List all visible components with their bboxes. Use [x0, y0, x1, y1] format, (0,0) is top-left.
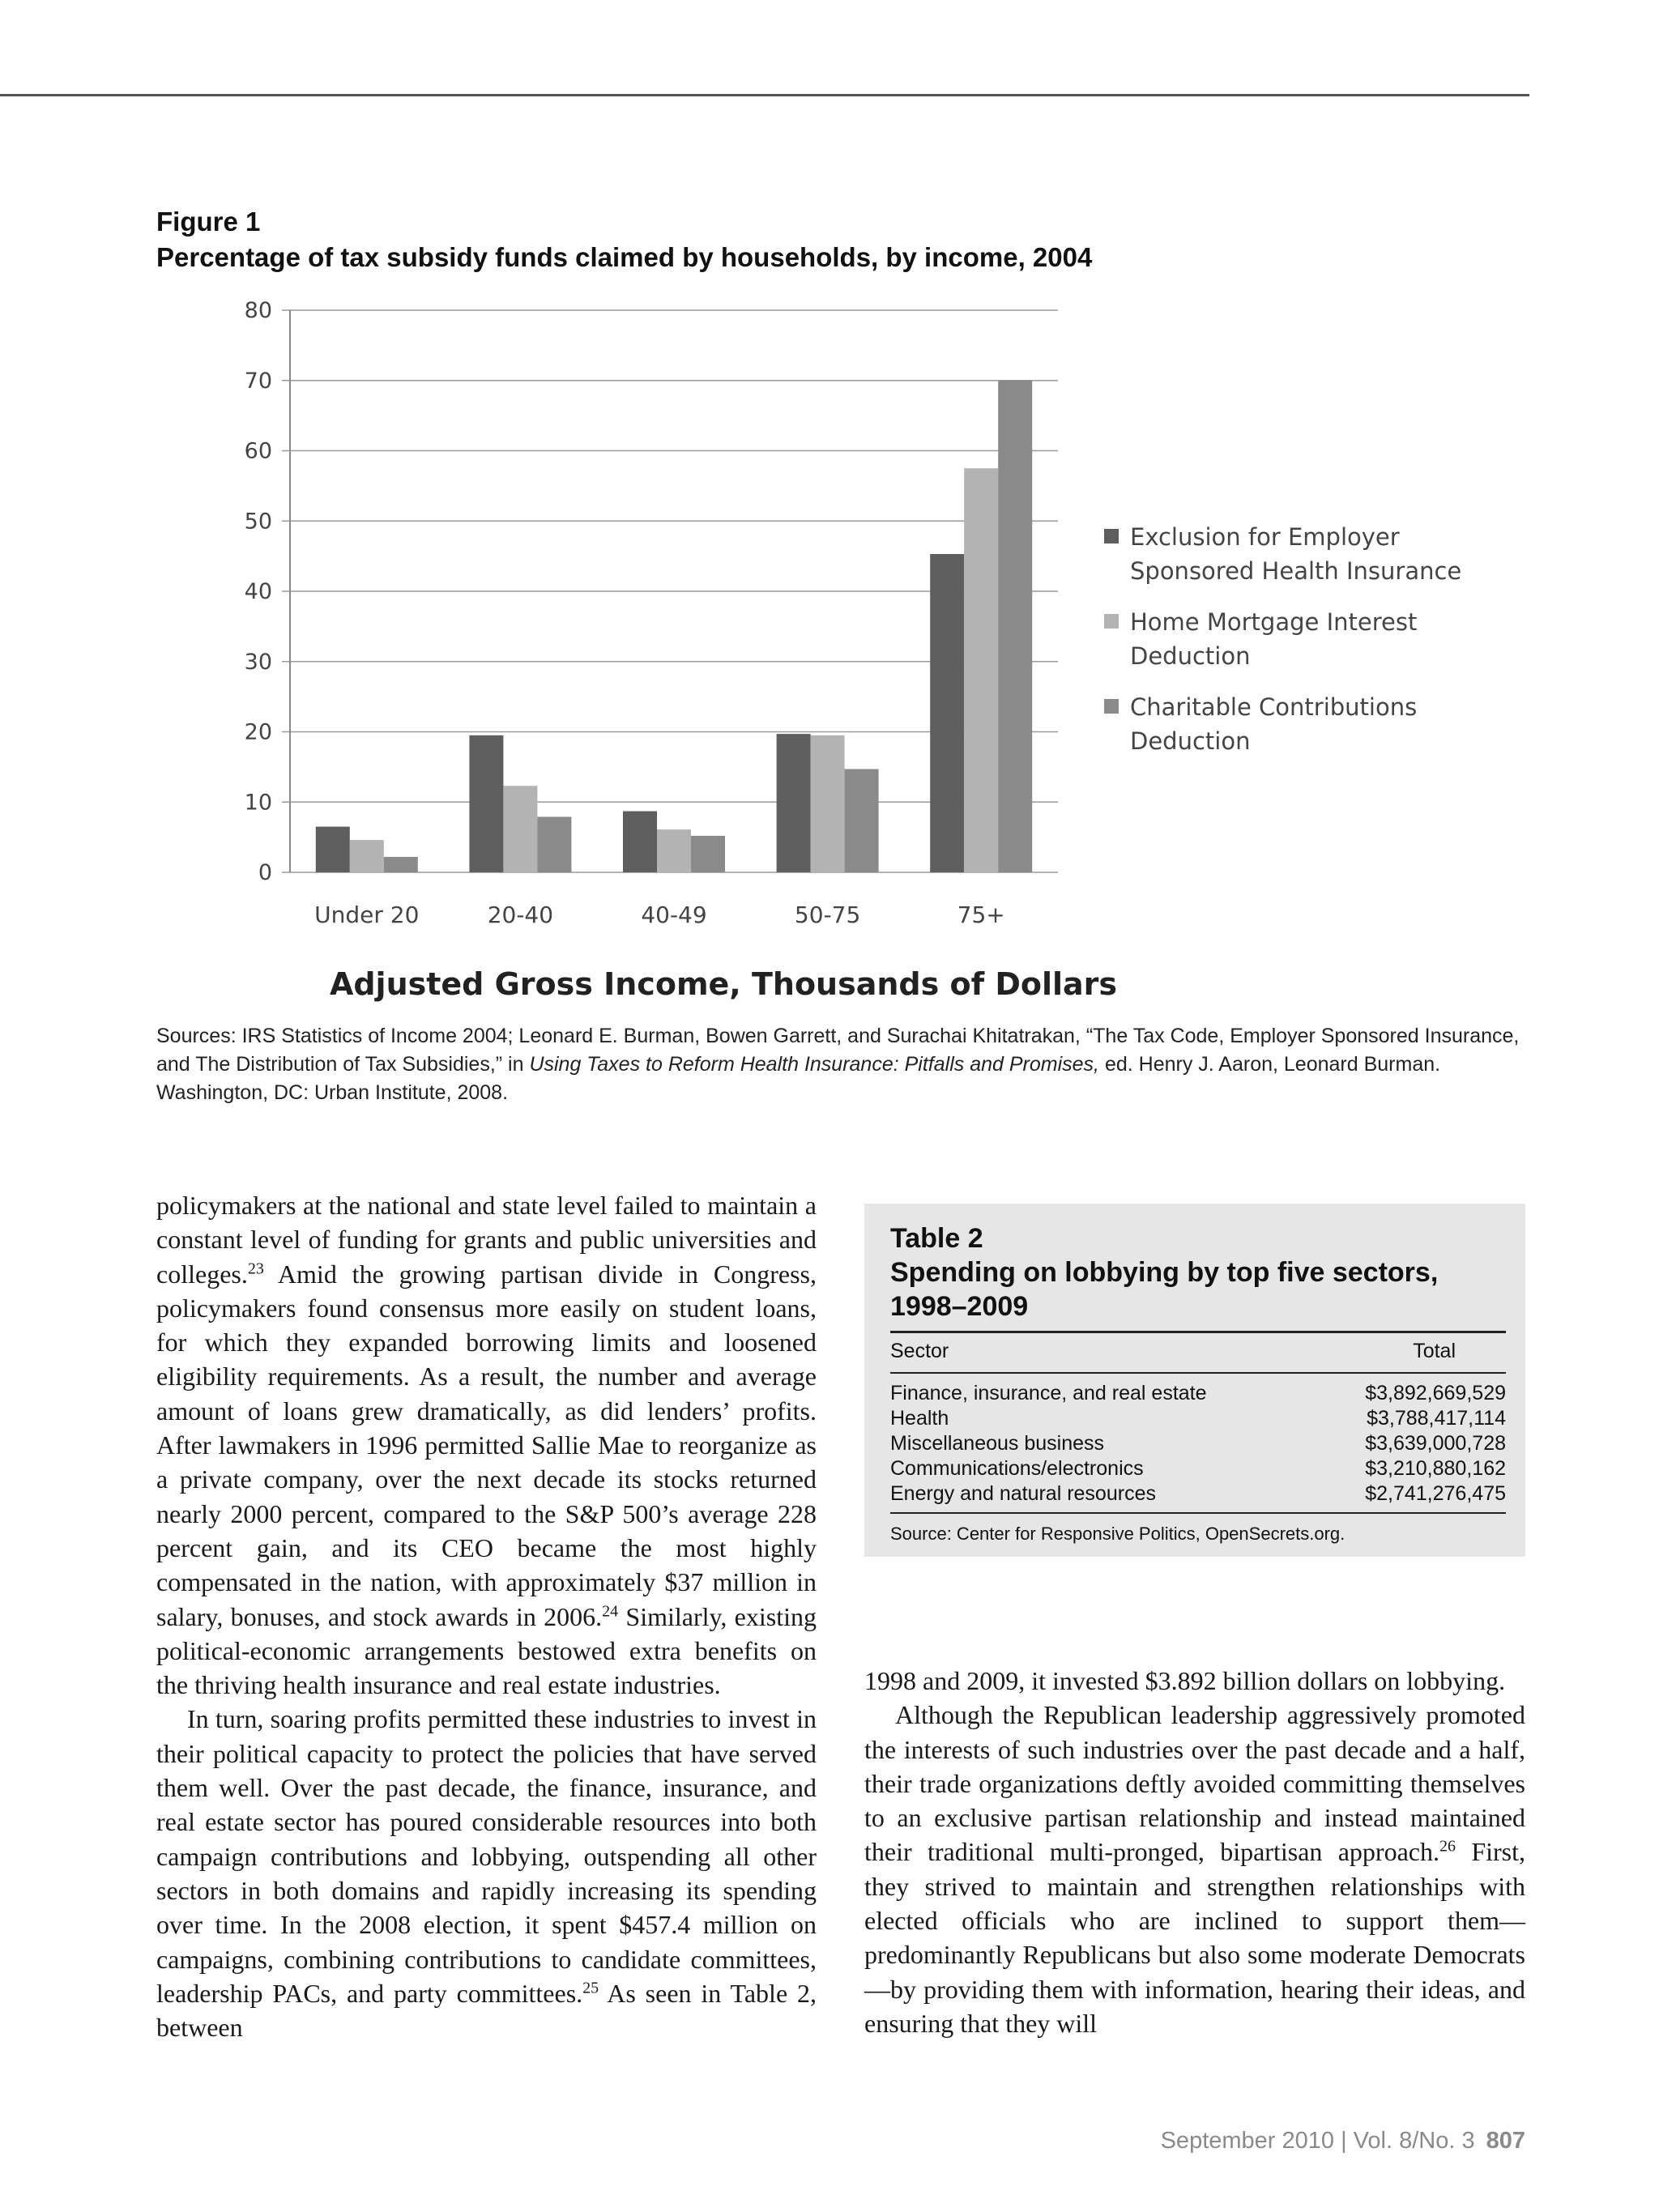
legend-label: Exclusion for Employer: [1130, 523, 1400, 551]
y-tick-label: 30: [244, 649, 272, 675]
bar: [657, 829, 691, 872]
footnote-ref[interactable]: 23: [247, 1259, 264, 1277]
bar: [384, 857, 418, 872]
total-cell: $3,210,880,162: [1365, 1457, 1506, 1480]
total-cell: $2,741,276,475: [1365, 1482, 1506, 1505]
bar: [777, 734, 811, 872]
table-row: [890, 1481, 1506, 1507]
right-paragraph-1: 1998 and 2009, it invested $3.892 billion dollars on lobbying.: [864, 1666, 1506, 1695]
total-cell: $3,639,000,728: [1365, 1432, 1506, 1455]
bar: [691, 836, 725, 872]
bar: [623, 812, 657, 872]
bar: [350, 840, 384, 872]
y-tick-label: 50: [244, 509, 272, 535]
footnote-ref[interactable]: 24: [602, 1601, 619, 1620]
table-label: Table 2: [890, 1223, 983, 1254]
bar: [845, 769, 879, 872]
table-row: [890, 1431, 1506, 1456]
right-paragraph-2: [864, 1698, 1525, 2040]
legend-label: Deduction: [1130, 642, 1251, 670]
page-footer: [1161, 2128, 1525, 2154]
x-axis-title: Adjusted Gross Income, Thousands of Dollars: [329, 966, 1118, 1002]
body-text: Amid the growing partisan divide in Congress, policymakers found consensus more easily on student loans, for which they expanded borrowing limits and loosened eligibility requirements. As a result, the number and average amount of loans grew dramatically, as did lenders’ profits. After lawmakers in 1996 permitted Sallie Mae to reorganize as a private company, over the next decade its stocks returned nearly 2000 percent, compared to the S&P 500’s average 228 percent gain, and its CEO became the most highly compensated in the nation, with approximately $37 million in salary, bonuses, and stock awards in 2006.: [156, 1259, 817, 1631]
x-tick-label: 20-40: [487, 901, 554, 928]
figure-chart: [156, 279, 1533, 1008]
table-2: [864, 1204, 1525, 1557]
sector-cell: Health: [890, 1407, 949, 1430]
table-row: [890, 1381, 1506, 1406]
x-tick-label: 40-49: [641, 901, 707, 928]
page-number: 807: [1486, 2128, 1525, 2154]
figure-title: Percentage of tax subsidy funds claimed by households, by income, 2004: [156, 242, 1093, 272]
table-row: [890, 1456, 1506, 1481]
table-bottom-rule: [890, 1512, 1506, 1514]
bar: [930, 554, 964, 872]
y-tick-label: 80: [244, 298, 272, 323]
body-text: In turn, soaring profits permitted these industries to invest in their political capacity to protect the policies that have served them well. Over the past decade, the finance, insurance, and real estate sector has poured considerable resources into both campaign contributions and lobbying, outspending all other sectors in both domains and rapidly increasing its spending over time. In the 2008 election, it spent $457.4 million on campaigns, combining contributions to candidate committees, leadership PACs, and party committees.: [156, 1704, 817, 2008]
body-text: As seen in Table 2, between: [156, 1978, 817, 2043]
right-column: [864, 1664, 1525, 2040]
y-tick-label: 70: [244, 368, 272, 394]
column-header-sector: Sector: [890, 1340, 949, 1362]
legend-label: Sponsored Health Insurance: [1130, 557, 1462, 585]
figure-label: Figure 1: [156, 207, 261, 237]
bar: [316, 827, 350, 872]
left-column: [156, 1188, 817, 2044]
y-tick-label: 40: [244, 579, 272, 604]
left-paragraph-2: [156, 1702, 817, 2044]
sector-cell: Communications/electronics: [890, 1457, 1144, 1480]
figure-sources: [156, 1022, 1529, 1107]
sources-book-title: Using Taxes to Reform Health Insurance: Pitfalls and Promises,: [529, 1053, 1099, 1076]
table-row: [890, 1406, 1506, 1431]
body-text: First, they strived to maintain and strengthen relationships with elected officials who are inclined to support them—predominantly Republicans but also some moderate Democrats—by providing them with information, hearing their ideas, and ensuring that they will: [864, 1837, 1526, 2038]
left-paragraph-1: [156, 1188, 817, 1702]
y-tick-label: 20: [244, 719, 272, 745]
figure-heading: [156, 204, 1533, 275]
table-body: [890, 1381, 1506, 1507]
legend-label: Deduction: [1130, 727, 1251, 755]
x-tick-label: 50-75: [794, 901, 861, 928]
legend-swatch: [1104, 529, 1119, 543]
body-text: Although the Republican leadership aggressively promoted the interests of such industries over the past decade and a half, their trade organizations deftly avoided committing themselves to an exclusive partisan relationship and instead maintained their traditional multi-pronged, bipartisan approach.: [864, 1700, 1525, 1867]
sector-cell: Miscellaneous business: [890, 1432, 1105, 1455]
sector-cell: Finance, insurance, and real estate: [890, 1382, 1207, 1404]
bar: [503, 786, 537, 872]
x-tick-label: Under 20: [314, 901, 420, 928]
header-rule: [0, 94, 1529, 96]
issue-info: September 2010 | Vol. 8/No. 3: [1160, 2128, 1475, 2154]
legend-label: Charitable Contributions: [1130, 693, 1418, 721]
body-text: Similarly, existing political-economic arrangements bestowed extra benefits on the thriving health insurance and real estate industries.: [156, 1601, 817, 1700]
y-tick-label: 60: [244, 438, 272, 464]
table-source: Source: Center for Responsive Politics, OpenSecrets.org.: [890, 1524, 1346, 1544]
column-header-total: Total: [1413, 1340, 1456, 1362]
sources-text: Sources: IRS Statistics of Income 2004; Leonard E. Burman, Bowen Garrett, and Surachai Khitatrakan, “The Tax Code, Employer Sponsored Insurance, and The Distribution of Tax Subsidies,” in: [156, 1025, 1520, 1076]
total-cell: $3,788,417,114: [1367, 1407, 1506, 1430]
sources-text-end: ed. Henry J. Aaron, Leonard Burman. Washington, DC: Urban Institute, 2008.: [156, 1053, 1441, 1104]
table-header-row: [890, 1340, 1506, 1363]
bar: [537, 816, 571, 872]
x-tick-label: 75+: [957, 901, 1005, 928]
table-top-rule: [890, 1331, 1506, 1333]
footnote-ref[interactable]: 25: [582, 1979, 599, 1997]
bar: [998, 381, 1032, 872]
footnote-ref[interactable]: 26: [1439, 1837, 1456, 1856]
legend-swatch: [1104, 699, 1119, 714]
table-title: Spending on lobbying by top five sectors, 1998–2009: [890, 1257, 1439, 1322]
legend-swatch: [1104, 614, 1119, 629]
bar: [811, 735, 845, 872]
total-cell: $3,892,669,529: [1365, 1382, 1506, 1404]
y-tick-label: 0: [258, 860, 272, 885]
y-tick-label: 10: [244, 790, 272, 816]
table-header-rule: [890, 1372, 1506, 1374]
bar: [469, 735, 503, 872]
table-heading: [890, 1221, 1506, 1323]
body-text: policymakers at the national and state level failed to maintain a constant level of funding for grants and public universities and colleges.: [156, 1191, 817, 1289]
sector-cell: Energy and natural resources: [890, 1482, 1156, 1505]
legend-label: Home Mortgage Interest: [1130, 608, 1418, 636]
bar: [964, 468, 998, 872]
